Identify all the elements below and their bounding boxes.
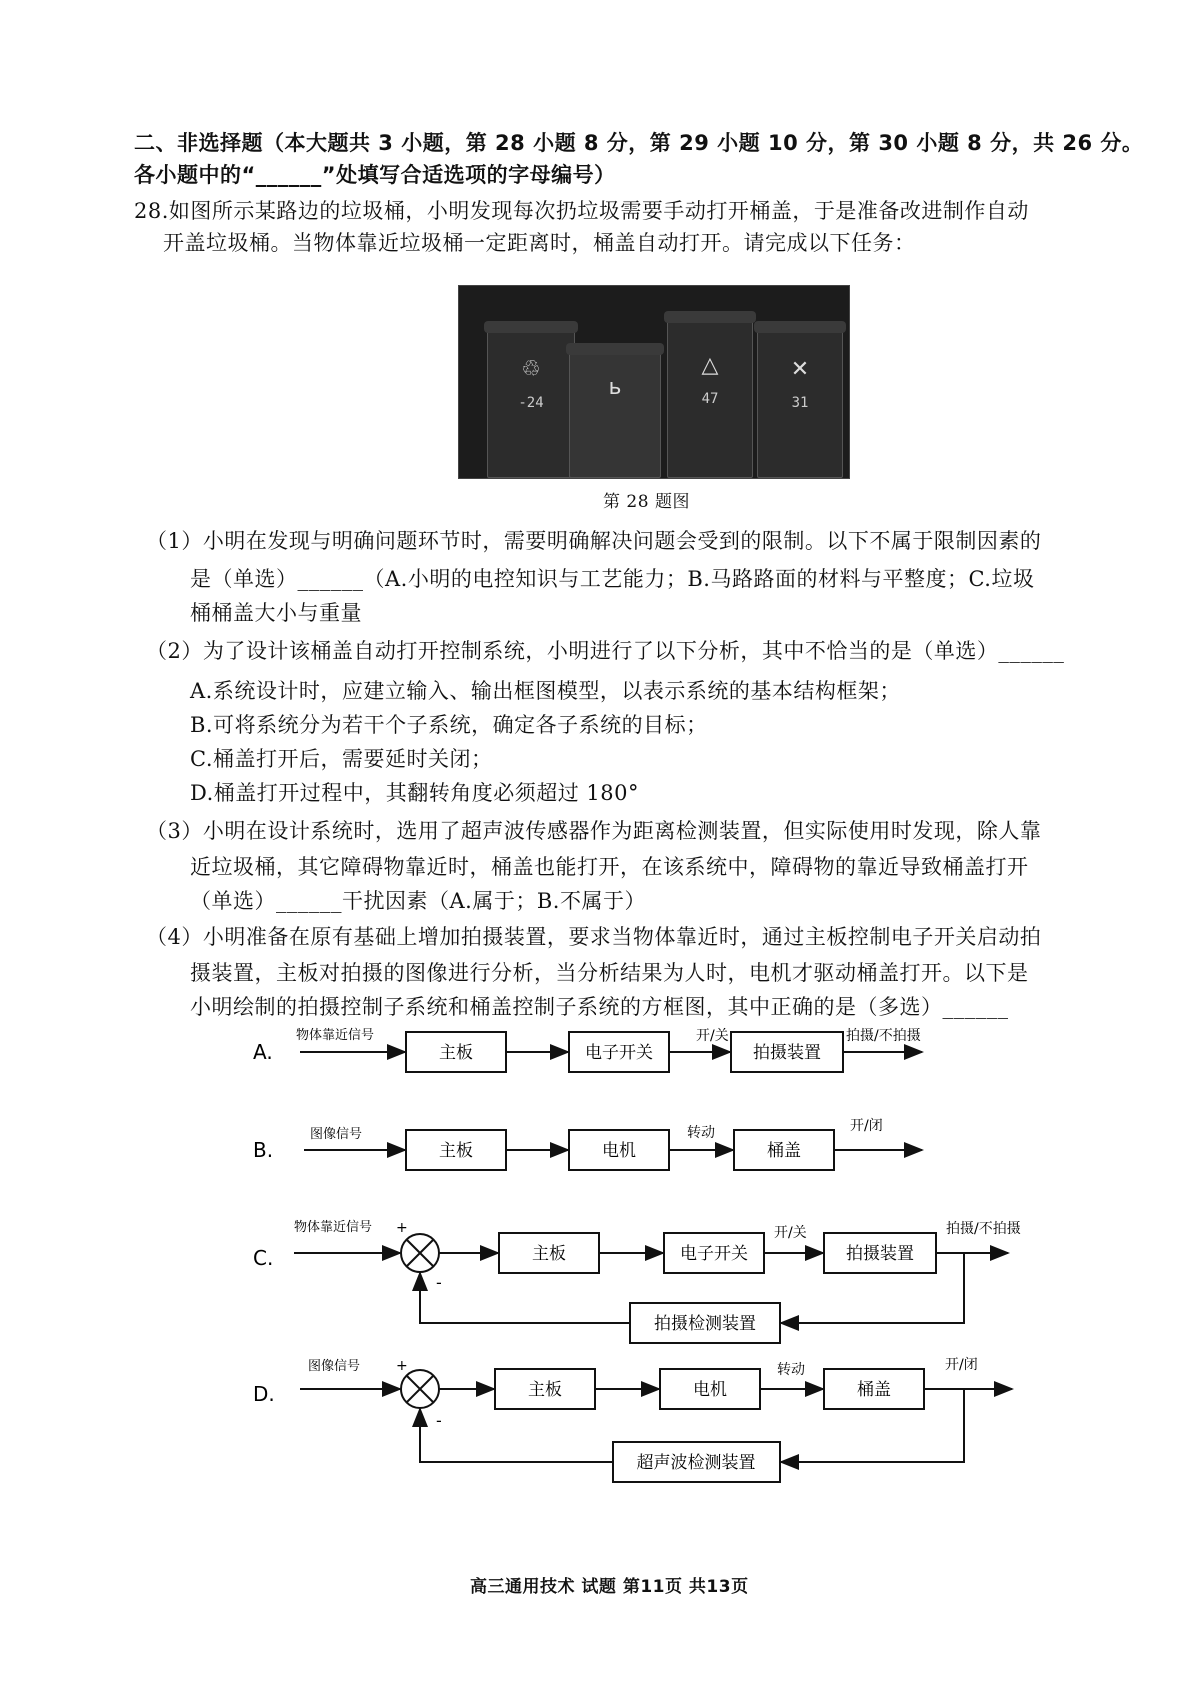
photo-caption: 第 28 题图	[603, 492, 690, 512]
q28-part1-line2: 是（单选）______（A.小明的电控知识与工艺能力；B.马路路面的材料与平整度；C.垃圾	[190, 567, 1035, 591]
diagram-d-plus: +	[396, 1358, 408, 1374]
q28-part2-option-a: A.系统设计时，应建立输入、输出框图模型，以表示系统的基本结构框架；	[190, 679, 901, 703]
kitchen-waste-icon: ь	[608, 375, 622, 400]
q28-stem-line1: 28.如图所示某路边的垃圾桶，小明发现每次扔垃圾需要手动打开桶盖，于是准备改进制作自动	[134, 199, 1029, 223]
diagram-a-box1: 主板	[439, 1043, 473, 1063]
recycle-icon: ♲	[521, 357, 541, 382]
diagram-d-output: 开/闭	[945, 1357, 978, 1373]
q28-part3-line2: 近垃圾桶，其它障碍物靠近时，桶盖也能打开，在该系统中，障碍物的靠近导致桶盖打开	[190, 855, 1029, 879]
diagram-d-box1: 主板	[528, 1380, 562, 1400]
q28-part1-line1: （1）小明在发现与明确问题环节时，需要明确解决问题会受到的限制。以下不属于限制因素的	[146, 529, 1042, 553]
diagram-c-box3: 拍摄装置	[846, 1244, 914, 1264]
diagram-a-box3: 拍摄装置	[753, 1043, 821, 1063]
diagram-d-box2: 电机	[693, 1380, 727, 1400]
diagram-c-box2: 电子开关	[680, 1244, 748, 1264]
diagram-c-label: C.	[253, 1246, 274, 1270]
q28-part3-line1: （3）小明在设计系统时，选用了超声波传感器作为距离检测装置，但实际使用时发现，除人靠	[146, 819, 1042, 843]
section-header-line2: 各小题中的“______”处填写合适选项的字母编号）	[134, 163, 616, 187]
q28-part2-option-d: D.桶盖打开过程中，其翻转角度必须超过 180°	[190, 781, 640, 805]
other-waste-icon: ✕	[790, 357, 810, 382]
q28-part4-line2: 摄装置，主板对拍摄的图像进行分析，当分析结果为人时，电机才驱动桶盖打开。以下是	[190, 961, 1029, 985]
q28-part4-line3: 小明绘制的拍摄控制子系统和桶盖控制子系统的方框图，其中正确的是（多选）______	[190, 995, 1009, 1019]
bin-number: 47	[701, 391, 719, 407]
diagram-c-mid: 开/关	[774, 1225, 807, 1241]
diagram-a-mid: 开/关	[696, 1028, 729, 1044]
diagram-d-feedback: 超声波检测装置	[636, 1453, 756, 1473]
diagram-a-output: 拍摄/不拍摄	[846, 1028, 921, 1044]
diagram-c-output: 拍摄/不拍摄	[946, 1221, 1021, 1237]
diagram-b-output: 开/闭	[850, 1118, 883, 1134]
q28-part1-line3: 桶桶盖大小与重量	[190, 601, 362, 625]
diagram-d-box3: 桶盖	[857, 1380, 891, 1400]
diagram-b-box1: 主板	[439, 1141, 473, 1161]
diagram-d-minus: -	[436, 1411, 442, 1430]
q28-part4-line1: （4）小明准备在原有基础上增加拍摄装置，要求当物体靠近时，通过主板控制电子开关启动拍	[146, 925, 1042, 949]
diagram-b-input: 图像信号	[310, 1127, 363, 1142]
q28-part2-line1: （2）为了设计该桶盖自动打开控制系统，小明进行了以下分析，其中不恰当的是（单选）______	[146, 639, 1065, 663]
q28-part2-option-b: B.可将系统分为若干个子系统，确定各子系统的目标；	[190, 713, 708, 737]
diagram-c-box1: 主板	[532, 1244, 566, 1264]
diagram-b-label: B.	[253, 1138, 274, 1162]
diagram-a-label: A.	[253, 1040, 273, 1064]
diagram-d-mid: 转动	[777, 1362, 805, 1378]
q28-part3-line3: （单选）______干扰因素（A.属于；B.不属于）	[190, 889, 646, 913]
diagram-b-box3: 桶盖	[767, 1141, 801, 1161]
diagram-a-input: 物体靠近信号	[296, 1028, 375, 1043]
diagram-c-minus: -	[436, 1273, 442, 1292]
page-footer: 高三通用技术 试题 第11页 共13页	[470, 1577, 749, 1597]
diagram-b-mid: 转动	[687, 1125, 715, 1141]
diagram-c-input: 物体靠近信号	[294, 1220, 373, 1235]
bin-number: -24	[518, 395, 544, 411]
diagram-c-feedback: 拍摄检测装置	[654, 1314, 756, 1334]
hazard-icon: △	[701, 353, 719, 378]
diagram-a-box2: 电子开关	[585, 1043, 653, 1063]
diagram-d-label: D.	[253, 1382, 275, 1406]
section-header-line1: 二、非选择题（本大题共 3 小题，第 28 小题 8 分，第 29 小题 10 分，第 30 小题 8 分，共 26 分。	[134, 131, 1144, 155]
bin-number: 31	[791, 395, 809, 411]
q28-stem-line2: 开盖垃圾桶。当物体靠近垃圾桶一定距离时，桶盖自动打开。请完成以下任务：	[163, 231, 916, 255]
diagram-d-input: 图像信号	[308, 1359, 361, 1374]
diagram-c-plus: +	[396, 1220, 408, 1236]
diagram-b-box2: 电机	[602, 1141, 636, 1161]
q28-part2-option-c: C.桶盖打开后，需要延时关闭；	[190, 747, 493, 771]
